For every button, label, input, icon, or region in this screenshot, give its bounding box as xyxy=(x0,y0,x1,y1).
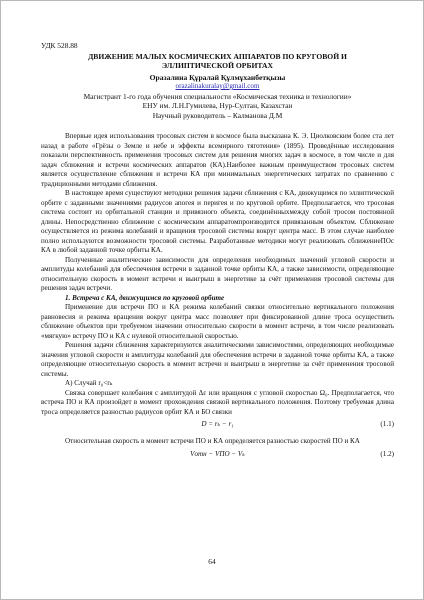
equation-1-1 xyxy=(41,420,394,434)
spacer xyxy=(41,120,394,132)
affiliation-program: Магистрант 1-го года обучения специальности «Космическая техника и технологии» xyxy=(83,91,352,101)
paragraph-results: Полученные аналитические зависимости для определения необходимых значений угловой скорости и амплитуды колебаний для обеспечения встречи в заданной точке орбиты КА, а также зависимости, определяющие относительную скорость в момент встречи и выигрыш в энергетике за счёт применения тросовой системы для решения задач встречи. xyxy=(41,255,394,292)
author-name: Оразалина Құралай Құлмұханбетқызы xyxy=(149,72,286,82)
author-email-link[interactable]: orazalinakuralay@gmail.com xyxy=(175,82,260,90)
paragraph-solutions: Решения задачи сближения характеризуются аналитическими зависимостями, определяющих необходимые значения угловой скорости и амплитуды колебаний для обеспечения встречи в заданной точке орбиты КА, а также определяющие относительную скорость в момент встречи и выигрыш в энергетике за счёт применения тросовой системы. xyxy=(41,341,394,378)
affiliation-university: ЕНУ им. Л.Н.Гумилева, Нур-Султан, Казахстан xyxy=(142,101,293,110)
supervisor: Научный руководитель – Калманова Д.М xyxy=(152,110,283,120)
section-heading-1: 1. Встреча с КА, движущимся по круговой орбите xyxy=(65,293,225,302)
paragraph-relative-velocity: Относительная скорость в момент встречи ПО и КА определяется разностью скоростей ПО и КА xyxy=(65,437,360,445)
equation-1-1-number: (1.1) xyxy=(380,420,394,428)
udc-code: УДК 528.88 xyxy=(41,41,78,50)
page-content xyxy=(41,41,394,467)
page-number: 64 xyxy=(208,557,216,566)
equation-1-2 xyxy=(41,450,394,464)
equation-1-2-number: (1.2) xyxy=(380,449,394,458)
case-a-heading: А) Случай r₀<rₖ xyxy=(65,379,113,387)
paragraph-oscillation: Применение для встречи ПО и КА режима колебаний связки относительно вертикального положения равновесия и режима вращения вокруг центра масс позволяет при фиксированной длине троса осуществить сближение объектов при требуемом значении относительно скорости в момент встречи, в том числе реализовать «мягкую» встречу ПО и КА с нулевой относительной скоростью. xyxy=(41,303,394,340)
title-line-2: ЭЛЛИПТИЧЕСКОЙ ОРБИТАХ xyxy=(161,60,274,70)
equation-1-1-formula: D = rₖ − r₁ xyxy=(201,420,234,428)
title-line-1: ДВИЖЕНИЕ МАЛЫХ КОСМИЧЕСКИХ АППАРАТОВ ПО КРУГОВОЙ И xyxy=(88,51,347,61)
paragraph-intro: Впервые идея использования тросовых систем в космосе была высказана К. Э. Циолковским более ста лет назад в работе «Грёзы о Земле и небе и эффекты всемирного тяготения» (1895). Проведённые исследования показали перспективность применения тросовых систем для решения многих задач в космосе, в том числе и для задач сближения и встречи космических аппаратов (КА).Наиболее важным преимуществом тросовых систем является осуществление сближения и встречи КА при минимальных энергетических затратах по сравнению с традиционными методами сближения. xyxy=(41,132,394,188)
paragraph-case-a: Связка совершает колебания с амплитудой Δε или вращения с угловой скоростью Ω₀. Предполагается, что встреча ПО и КА произойдет в момент прохождения связкой вертикального положения. Поэтому требуемая длина троса определяется разностью радиусов орбит КА и БО связки xyxy=(41,388,394,416)
equation-1-2-formula: Vотн − VПО − Vₖ xyxy=(190,449,245,458)
paragraph-methods: В настоящее время существуют методики решения задачи сближения с КА, движущимся по эллиптической орбите с заданными значениями радиусов апогея и перигея и по круговой орбите. Предполагается, что тросовая система состоит из орбитальной станции и привязного объекта, соединённыхмежду собой тросом постоянной длины. Непосредственно сближение с космическим аппаратомпроизводится привязанным объектом. Сближение осуществляется из режима колебаний и вращения тросовой системы вокруг центра масс. В этом случае наиболее полно используются возможности тросовой системы. Разработанные методики могут реализовать сближениеПОс КА в любой заданной точке орбиты КА. xyxy=(41,189,394,254)
paper-title xyxy=(41,52,394,70)
